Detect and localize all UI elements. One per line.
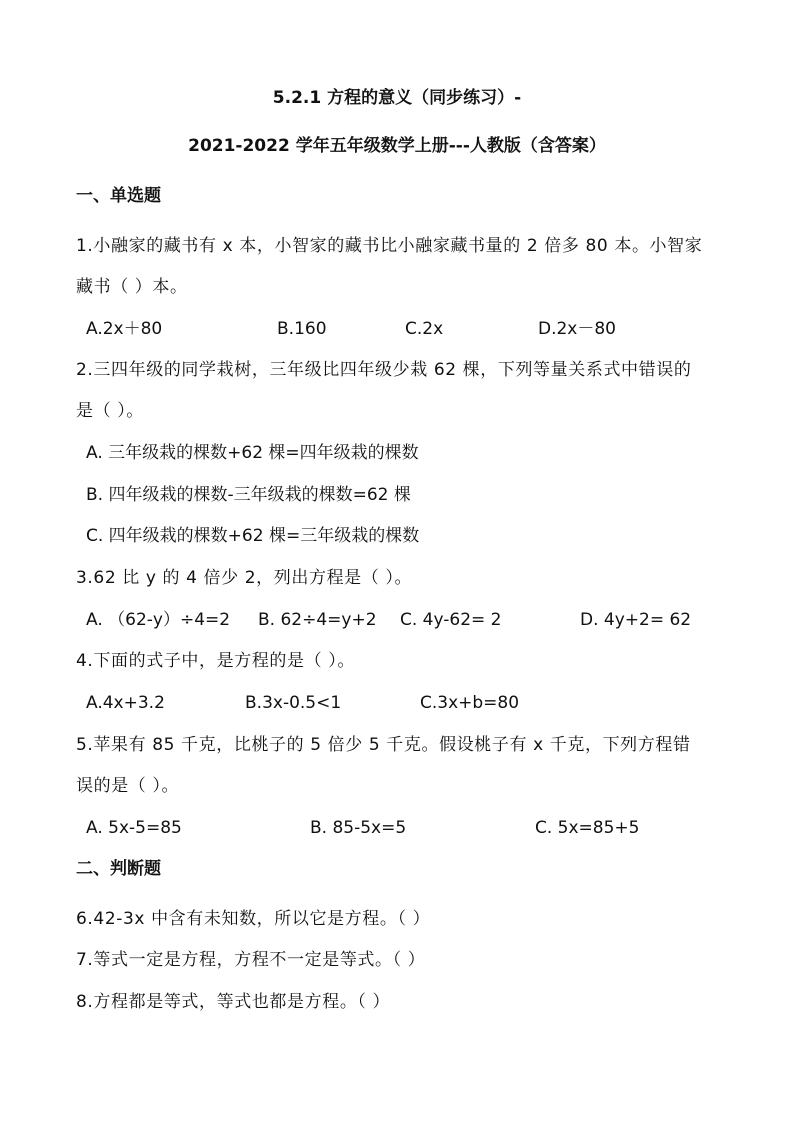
page-title: 5.2.1 方程的意义（同步练习）- xyxy=(272,88,522,108)
question-1-option-d: D.2x－80 xyxy=(538,319,617,339)
question-5-option-a: A. 5x-5=85 xyxy=(86,818,182,838)
question-5-option-c: C. 5x=85+5 xyxy=(535,818,640,838)
question-2-text-cont: 是（ ）。 xyxy=(76,401,144,421)
question-8-text: 8.方程都是等式，等式也都是方程。（ ） xyxy=(76,992,391,1012)
question-2-option-c: C. 四年级栽的棵数+62 棵=三年级栽的棵数 xyxy=(86,526,420,546)
question-4-option-c: C.3x+b=80 xyxy=(420,693,520,713)
question-4-text: 4.下面的式子中，是方程的是（ ）。 xyxy=(76,651,355,671)
question-1-text-cont: 藏书（ ）本。 xyxy=(76,277,188,297)
question-3-text: 3.62 比 y 的 4 倍少 2，列出方程是（ ）。 xyxy=(76,568,413,588)
section-heading-judge: 二、判断题 xyxy=(76,859,161,879)
question-2-option-b: B. 四年级栽的棵数-三年级栽的棵数=62 棵 xyxy=(86,485,411,505)
question-7-text: 7.等式一定是方程，方程不一定是等式。（ ） xyxy=(76,950,426,970)
question-2-text: 2.三四年级的同学栽树，三年级比四年级少栽 62 棵，下列等量关系式中错误的 xyxy=(76,360,692,380)
question-6-text: 6.42-3x 中含有未知数，所以它是方程。（ ） xyxy=(76,909,431,929)
question-5-text-cont: 误的是（ ）。 xyxy=(76,776,180,796)
question-4-option-a: A.4x+3.2 xyxy=(86,693,165,713)
question-1-option-b: B.160 xyxy=(277,319,327,339)
page-subtitle: 2021-2022 学年五年级数学上册---人教版（含答案） xyxy=(188,136,606,156)
question-3-option-d: D. 4y+2= 62 xyxy=(580,610,692,630)
question-3-option-a: A. （62-y）÷4=2 xyxy=(86,610,231,630)
section-heading-choice: 一、单选题 xyxy=(76,186,161,206)
question-2-option-a: A. 三年级栽的棵数+62 棵=四年级栽的棵数 xyxy=(86,443,419,463)
question-5-text: 5.苹果有 85 千克，比桃子的 5 倍少 5 千克。假设桃子有 x 千克，下列方程错 xyxy=(76,735,691,755)
question-1-option-c: C.2x xyxy=(405,319,444,339)
question-4-option-b: B.3x-0.5<1 xyxy=(245,693,342,713)
question-1-option-a: A.2x＋80 xyxy=(86,319,163,339)
question-3-option-c: C. 4y-62= 2 xyxy=(400,610,502,630)
question-3-option-b: B. 62÷4=y+2 xyxy=(258,610,377,630)
question-1-text: 1.小融家的藏书有 x 本，小智家的藏书比小融家藏书量的 2 倍多 80 本。小智家 xyxy=(76,236,703,256)
question-5-option-b: B. 85-5x=5 xyxy=(310,818,407,838)
